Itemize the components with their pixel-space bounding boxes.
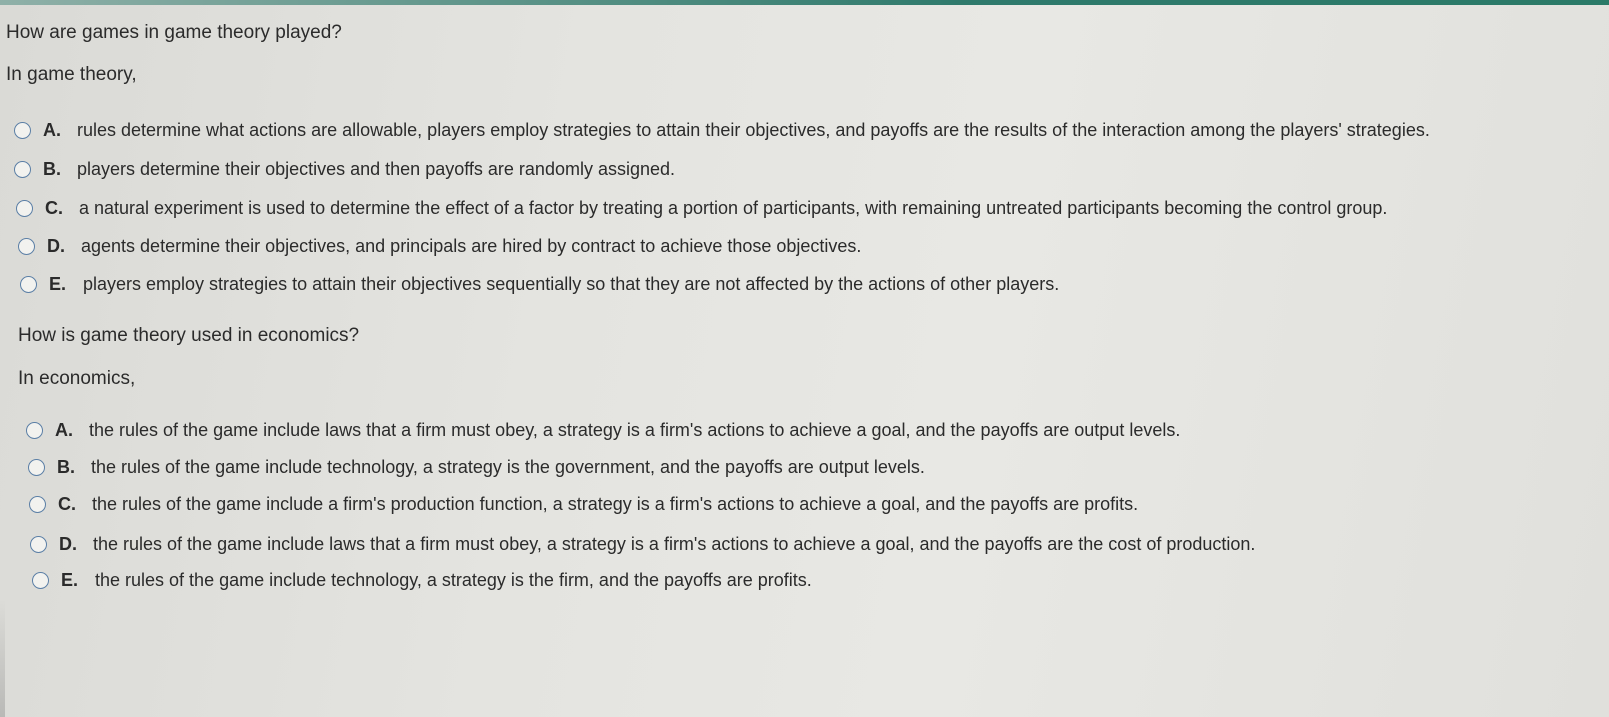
radio-button-icon[interactable] xyxy=(32,572,49,589)
question-1-prompt: How are games in game theory played? xyxy=(6,22,342,43)
option-letter: B. xyxy=(57,457,75,477)
option-text: players employ strategies to attain their objectives sequentially so that they are not affected by the actions of other players. xyxy=(83,274,1060,294)
radio-button-icon[interactable] xyxy=(16,200,33,217)
option-text: players determine their objectives and then payoffs are randomly assigned. xyxy=(77,159,676,179)
q2-option-b[interactable] xyxy=(28,457,925,478)
option-letter: E. xyxy=(49,274,67,294)
option-text: the rules of the game include technology, a strategy is the government, and the payoffs are output levels. xyxy=(91,457,925,477)
option-letter: A. xyxy=(43,120,61,140)
option-letter: A. xyxy=(55,420,73,440)
q2-option-c[interactable] xyxy=(29,494,1138,515)
q1-option-a[interactable] xyxy=(14,120,1430,141)
q1-option-d[interactable] xyxy=(18,236,861,257)
radio-button-icon[interactable] xyxy=(28,459,45,476)
radio-button-icon[interactable] xyxy=(26,422,43,439)
radio-button-icon[interactable] xyxy=(18,238,35,255)
option-letter: B. xyxy=(43,159,61,179)
radio-button-icon[interactable] xyxy=(30,536,47,553)
option-text: the rules of the game include laws that a firm must obey, a strategy is a firm's actions to achieve a goal, and the payoffs are output levels. xyxy=(89,420,1181,440)
option-text: rules determine what actions are allowable, players employ strategies to attain their objectives, and payoffs are the results of the interaction among the players' strategies. xyxy=(77,120,1430,140)
option-letter: D. xyxy=(59,534,77,554)
q2-option-e[interactable] xyxy=(32,570,812,591)
q1-option-c[interactable] xyxy=(16,198,1387,219)
left-edge-shadow xyxy=(0,600,5,717)
radio-button-icon[interactable] xyxy=(14,122,31,139)
q2-option-d[interactable] xyxy=(30,534,1255,555)
option-letter: D. xyxy=(47,236,65,256)
radio-button-icon[interactable] xyxy=(14,161,31,178)
q1-option-e[interactable] xyxy=(20,274,1059,295)
q2-option-a[interactable] xyxy=(26,420,1180,441)
question-1-lead: In game theory, xyxy=(6,64,137,85)
option-letter: C. xyxy=(58,494,76,514)
question-2-lead: In economics, xyxy=(18,368,136,389)
option-letter: C. xyxy=(45,198,63,218)
q1-option-b[interactable] xyxy=(14,159,675,180)
option-text: a natural experiment is used to determine the effect of a factor by treating a portion of participants, with remaining untreated participants becoming the control group. xyxy=(79,198,1388,218)
top-accent-bar xyxy=(0,0,1609,5)
radio-button-icon[interactable] xyxy=(20,276,37,293)
question-2-prompt: How is game theory used in economics? xyxy=(18,325,360,346)
option-letter: E. xyxy=(61,570,79,590)
option-text: the rules of the game include a firm's production function, a strategy is a firm's actions to achieve a goal, and the payoffs are profits. xyxy=(92,494,1139,514)
option-text: agents determine their objectives, and principals are hired by contract to achieve those objectives. xyxy=(81,236,862,256)
radio-button-icon[interactable] xyxy=(29,496,46,513)
option-text: the rules of the game include technology, a strategy is the firm, and the payoffs are profits. xyxy=(95,570,812,590)
option-text: the rules of the game include laws that a firm must obey, a strategy is a firm's actions to achieve a goal, and the payoffs are the cost of production. xyxy=(93,534,1256,554)
